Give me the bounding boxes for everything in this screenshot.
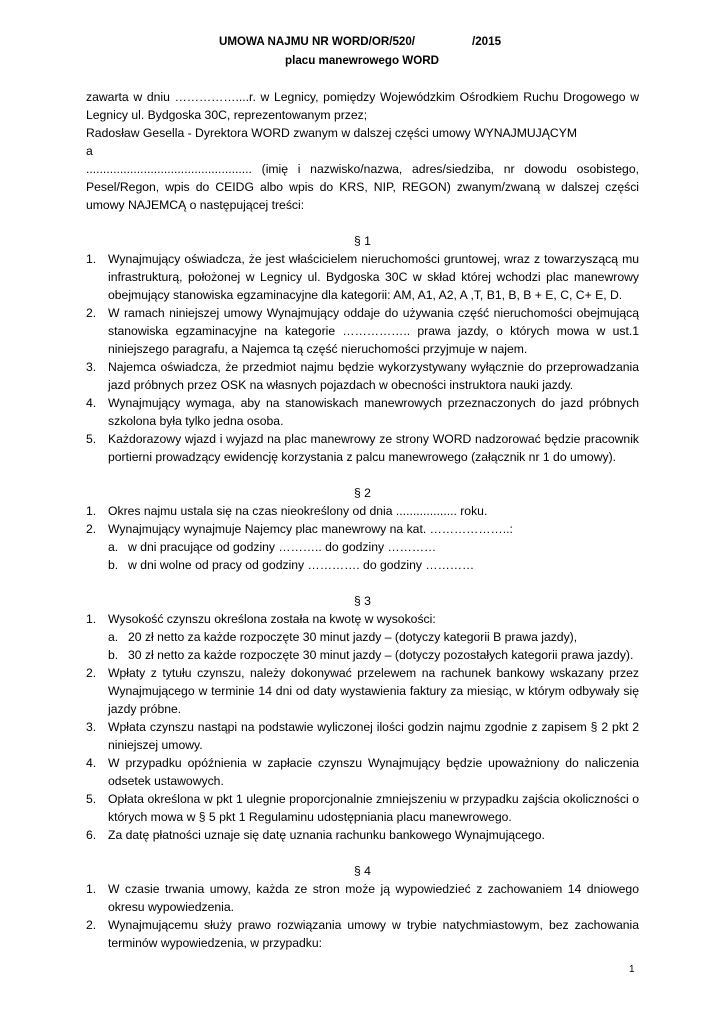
intro-paragraph: zawarta w dniu ……………....r. w Legnicy, pomiędzy Wojewódzkim Ośrodkiem Ruchu Drogowego w Legnicy ul. Bydgoska 30C, reprezentowanym przez; xyxy=(86,90,639,122)
section-2-heading: § 2 xyxy=(354,486,371,500)
intro-paragraph: Radosław Gesella - Dyrektora WORD zwanym w dalszej części umowy WYNAJMUJĄCYM xyxy=(86,126,577,140)
intro-paragraph: ................................................. (imię i nazwisko/nazwa, adres/siedziba, nr dowodu osobistego, Pesel/Regon, wpis do CEIDG albo wpis do KRS, NIP, REGON) zwanym/zwaną w dalszej części umowy NAJEMCĄ o następującej treści: xyxy=(86,162,639,212)
list-item: 3. Wpłata czynszu nastąpi na podstawie wyliczonej ilości godzin najmu zgodnie z zapisem § 2 pkt 2 niniejszej umowy. xyxy=(86,720,639,752)
section-4-list xyxy=(86,880,639,952)
list-item: 2. Wynajmujący wynajmuje Najemcy plac manewrowy na kat. ………………..: xyxy=(86,522,513,536)
title-year: /2015 xyxy=(472,35,502,48)
list-item: 4. Wynajmujący wymaga, aby na stanowiskach manewrowych przeznaczonych do jazd próbnych szkolona była tylko jedna osoba. xyxy=(86,396,639,428)
list-item: 4. W przypadku opóźnienia w zapłacie czynszu Wynajmujący będzie upoważniony do naliczenia odsetek ustawowych. xyxy=(86,756,639,788)
sub-list-item: b. w dni wolne od pracy od godziny …………. do godziny ………… xyxy=(108,558,475,572)
intro-paragraph: a xyxy=(86,144,93,158)
sub-list-item: b. 30 zł netto za każde rozpoczęte 30 minut jazdy – (dotyczy pozostałych kategorii prawa jazdy). xyxy=(108,648,634,662)
contract-body xyxy=(86,88,639,952)
contract-subtitle: placu manewrowego WORD xyxy=(285,54,439,67)
list-item: 1. Wysokość czynszu określona została na kwotę w wysokości: xyxy=(86,612,436,626)
list-item: 5. Każdorazowy wjazd i wyjazd na plac manewrowy ze strony WORD nadzorować będzie pracownik portierni prowadzący ewidencję korzystania z palcu manewrowego (załącznik nr 1 do umowy). xyxy=(86,432,639,464)
section-1-heading: § 1 xyxy=(354,234,371,248)
title-number: UMOWA NAJMU NR WORD/OR/520/ xyxy=(219,35,416,48)
section-2-list xyxy=(86,502,639,574)
section-3-heading: § 3 xyxy=(354,594,371,608)
list-item: 5. Opłata określona w pkt 1 ulegnie proporcjonalnie zmniejszeniu w przypadku zajścia okoliczności o których mowa w § 5 pkt 1 Regulaminu udostępniania placu manewrowego. xyxy=(86,792,639,824)
list-item: 2. W ramach niniejszej umowy Wynajmujący oddaje do używania część nieruchomości obejmującą stanowiska egzaminacyjne na kategorie …………….. prawa jazdy, o których mowa w ust.1 niniejszego paragrafu, a Najemca tą część nieruchomości przyjmuje w najem. xyxy=(86,306,639,356)
sub-list-item: a. 20 zł netto za każde rozpoczęte 30 minut jazdy – (dotyczy kategorii B prawa jazdy), xyxy=(108,630,578,644)
section-3-list xyxy=(86,610,639,844)
list-item: 1. W czasie trwania umowy, każda ze stron może ją wypowiedzieć z zachowaniem 14 dniowego okresu wypowiedzenia. xyxy=(86,882,639,914)
list-item: 3. Najemca oświadcza, że przedmiot najmu będzie wykorzystywany wyłącznie do przeprowadzania jazd próbnych przez OSK na własnych pojazdach w obecności instruktora nauki jazdy. xyxy=(86,360,639,392)
list-item: 1. Wynajmujący oświadcza, że jest właścicielem nieruchomości gruntowej, wraz z towarzyszącą mu infrastrukturą, położonej w Legnicy ul. Bydgoska 30C w skład której wchodzi plac manewrowy obejmujący stanowiska egzaminacyjne dla kategorii: AM, A1, A2, A ,T, B1, B, B + E, C, C+ E, D. xyxy=(86,252,639,302)
section-4-heading: § 4 xyxy=(354,864,371,878)
page-number: 1 xyxy=(629,964,635,975)
list-item: 6. Za datę płatności uznaje się datę uznania rachunku bankowego Wynajmującego. xyxy=(86,828,545,842)
section-1-list xyxy=(86,250,639,466)
list-item: 2. Wynajmującemu służy prawo rozwiązania umowy w trybie natychmiastowym, bez zachowania terminów wypowiedzenia, w przypadku: xyxy=(86,918,639,950)
sub-list-item: a. w dni pracujące od godziny ……….. do godziny ………… xyxy=(108,540,437,554)
list-item: 1. Okres najmu ustala się na czas nieokreślony od dnia .................. roku. xyxy=(86,504,488,518)
list-item: 2. Wpłaty z tytułu czynszu, należy dokonywać przelewem na rachunek bankowy wskazany przez Wynajmującego w terminie 14 dni od daty wystawienia faktury za miesiąc, w którym odbywały się jazdy próbne. xyxy=(86,666,639,716)
